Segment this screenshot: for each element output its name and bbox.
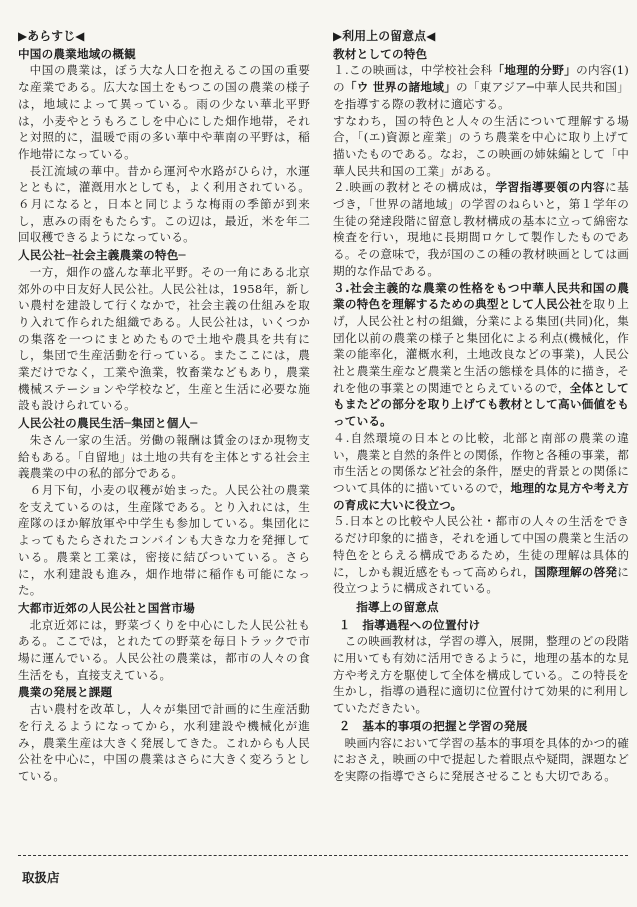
paragraph: ６月下旬，小麦の収穫が始まった。人民公社の農業を支えているのは，生産隊である。とり入れには，生産隊のほか解放軍や中学生も参加している。集団化によってもたらされたコンバインも大きな力を発揮している。農業と工業は，密接に結びついている。さらに，水利建設も進み，畑作地帯に稲作も可能になった。	[18, 482, 310, 598]
list-item-3: ３.社会主義的な農業の性格をもつ中華人民共和国の農業の特色を理解するための典型として人民公社を取り上げ，人民公社と村の組織，分業による集団(共同)化，集団化以前の農業の様子と集団化による利点(機械化，作業の能率化，灌概水利，土地改良などの事業)，人民公社と農業生産など農業と生活の態様を具体的に描き，それを他の事業との関連でとらえているので，全体としてもまたどの部分を取り上げても教材として高い価値をもっている。	[333, 280, 629, 429]
heading-peoples-commune: 人民公社─社会主義農業の特色─	[18, 248, 186, 263]
paragraph: この映画教材は，学習の導入，展開，整理のどの段階に用いても有効に活用できるように，地理の基本的な見方や考え方を駆使して全体を構成している。この特長を生かし，指導の過程に適切に位置付けて効果的に利用していただきたい。	[333, 634, 629, 716]
paragraph: 映画内容において学習の基本的事項を具体的かつ的確におさえ，映画の中で提起した着眼点や疑問，課題などを実際の指導でさらに発展させることも大切である。	[333, 735, 629, 783]
paragraph: 朱さん一家の生活。労働の報酬は賃金のほか現物支給もある。「自留地」は土地の共有を主体とする社会主義農業の中の私的部分である。	[18, 432, 310, 481]
paragraph: 一方，畑作の盛んな華北平野。その一角にある北京郊外の中日友好人民公社。人民公社は，1958年，新しい農村を建設して行くなかで，社会主義の仕組みを取り入れて作られた組織である。人民公社は，いくつかの集落を一つにまとめたもので土地や農具を共有にし，集団で生産活動を行っている。またここには，農業だけでなく，工業や漁業，牧畜業などもあり，農業機械ステーションや学校など，生産と生活に必要な施設も設けられている。	[18, 264, 310, 413]
list-item-2: ２.映画の教材とその構成は，学習指導要領の内容に基づき，「世界の諸地域」の学習のねらいと，第１学年の生徒の発達段階に留意し教材構成の基本に立って綿密な検査を行い，現地に長期間ロケして製作したものである。その意味で，我が国のこの種の教材映画としては画期的な作品である。	[333, 180, 629, 278]
list-item-5: ５.日本との比較や人民公社・都市の人々の生活をできるだけ印象的に描き，それを通して中国の農業と生活の特色をとらえる構成であるため，生徒の理解は具体的に，しかも親近感をもって高められ，国際理解の啓発に役立つように構成されている。	[333, 514, 629, 596]
paragraph: 長江流域の華中。昔から運河や水路がひらけ，水運とともに，灌漑用水としても，よく利用されている。６月になると，日本と同じような梅雨の季節が到来し，恵みの雨をもたらす。この辺は，最近，米を年二回収穫できるようになっている。	[18, 163, 310, 245]
heading-farmer-life: 人民公社の農民生活─集団と個人─	[18, 416, 198, 431]
paragraph: 中国の農業は，ぼう大な人口を抱えるこの国の重要な産業である。広大な国土をもつこの国の農業の様子は，地域によって異っている。雨の少ない華北平野は，小麦やとうもろこしを中心にした畑作地帯，それと対照的に，温暖で雨の多い華中や華南の平野は，稲作地帯になっている。	[18, 63, 310, 161]
synopsis-section-title: ▶あらすじ◀	[18, 29, 85, 43]
list-item-4: ４.自然環境の日本との比較，北部と南部の農業の違い，農業と自然的条件との関係，作物と各種の事業，都市生活との関係など社会的条件，歴史的背景との関係について具体的に描いているので，地理的な見方や考え方の育成に大いに役立つ。	[333, 430, 629, 512]
paragraph: 北京近郊には，野菜づくりを中心にした人民公社もある。ここでは，とれたての野菜を毎日トラックで市場に運んでいる。人民公社の農業は，都市の人々の食生活をも，直接支えている。	[18, 617, 310, 682]
heading-overview: 中国の農業地域の概観	[18, 46, 136, 61]
heading-development: 農業の発展と課題	[18, 685, 113, 700]
usage-notes-column	[333, 28, 629, 785]
synopsis-column	[18, 28, 310, 785]
heading-positioning: １ 指導過程への位置付け	[338, 617, 481, 632]
usage-section-title: ▶利用上の留意点◀	[333, 29, 436, 43]
paragraph: 古い農村を改革し，人々が集団で計画的に生産活動を行えるようになってから，水利建設や機械化が進み，農業生産は大きく発展してきた。これからも人民公社を中心に，中国の農業はさらに大きく変ろうとしている。	[18, 702, 310, 783]
heading-teaching-notes: 指導上の留意点	[356, 599, 439, 614]
list-item-1-continuation: すなわち，国の特色と人々の生活について理解する場合，「(エ)資源と産業」のうち農業を中心に取り上げて描いたものである。なお，この映画の姉妹編として「中華人民共和国の工業」がある。	[333, 113, 629, 178]
list-item-1: １.この映画は，中学校社会科「地理的分野」の内容(1)の「ウ 世界の諸地域」の「東アジア─中華人民共和国」を指導する際の教材に適応する。	[333, 63, 629, 111]
heading-basic-items: ２ 基本的事項の把握と学習の発展	[338, 718, 528, 733]
dealer-label: 取扱店	[22, 870, 60, 885]
heading-features: 教材としての特色	[333, 46, 428, 61]
footer-divider	[18, 855, 628, 856]
heading-suburban-commune: 大都市近郊の人民公社と国営市場	[18, 600, 195, 615]
